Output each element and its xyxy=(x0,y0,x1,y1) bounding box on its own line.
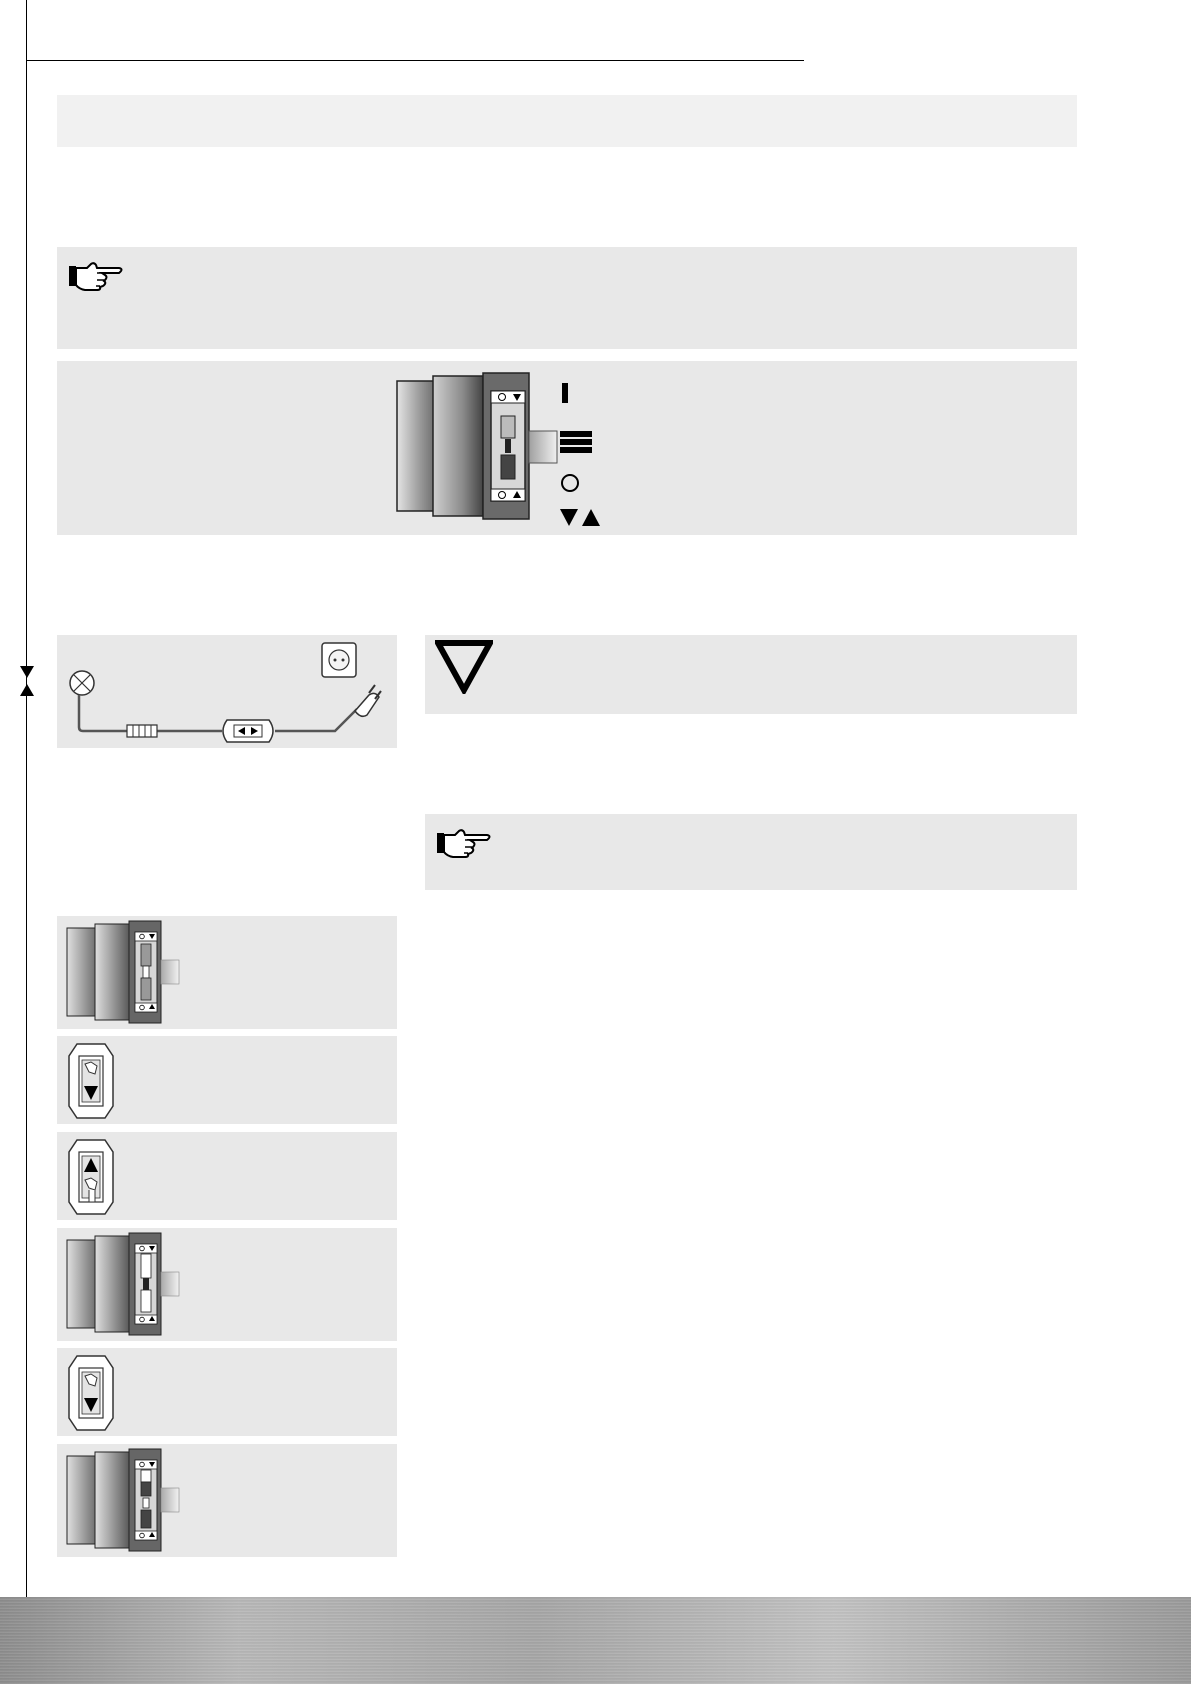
inline-switch-icon xyxy=(223,720,273,742)
step-panel-motor-3 xyxy=(57,1444,397,1557)
motor-head-small-icon-3 xyxy=(65,1448,185,1552)
step-panel-switch-1 xyxy=(57,1036,397,1124)
down-up-arrows-icon xyxy=(560,508,602,528)
step-panel-switch-2 xyxy=(57,1132,397,1220)
on-bar-icon xyxy=(562,383,568,403)
circle-off-icon xyxy=(561,474,579,492)
lamp-icon xyxy=(70,671,94,695)
inverted-triangle-warning-icon xyxy=(435,640,493,694)
power-plug-icon xyxy=(355,685,381,716)
step-panel-motor-2 xyxy=(57,1228,397,1341)
header-rule xyxy=(26,60,804,61)
motor-head-small-icon-2 xyxy=(65,1232,185,1336)
step-panel-motor-1 xyxy=(57,916,397,1029)
pointing-hand-icon-2 xyxy=(435,826,493,858)
fold-marker-icon xyxy=(19,665,35,697)
power-socket-icon xyxy=(322,643,356,677)
note-panel xyxy=(57,247,1077,349)
margin-rule xyxy=(26,0,27,1600)
hand-switch-down-icon xyxy=(67,1042,115,1120)
cable-connection-diagram xyxy=(57,635,397,748)
hand-switch-up-icon xyxy=(67,1138,115,1216)
cable-diagram-panel xyxy=(57,635,397,748)
motor-head-small-icon xyxy=(65,920,185,1024)
legend-symbol-list xyxy=(560,381,620,521)
triple-bar-icon xyxy=(560,431,592,453)
warning-panel xyxy=(425,635,1077,714)
step-panel-switch-3 xyxy=(57,1348,397,1436)
header-band xyxy=(57,95,1077,147)
connector-icon xyxy=(127,725,157,737)
footer-band xyxy=(0,1597,1191,1684)
motor-legend-panel xyxy=(57,361,1077,535)
pointing-hand-icon xyxy=(67,259,125,291)
hand-switch-down-icon-2 xyxy=(67,1354,115,1432)
note-panel-2 xyxy=(425,814,1077,890)
